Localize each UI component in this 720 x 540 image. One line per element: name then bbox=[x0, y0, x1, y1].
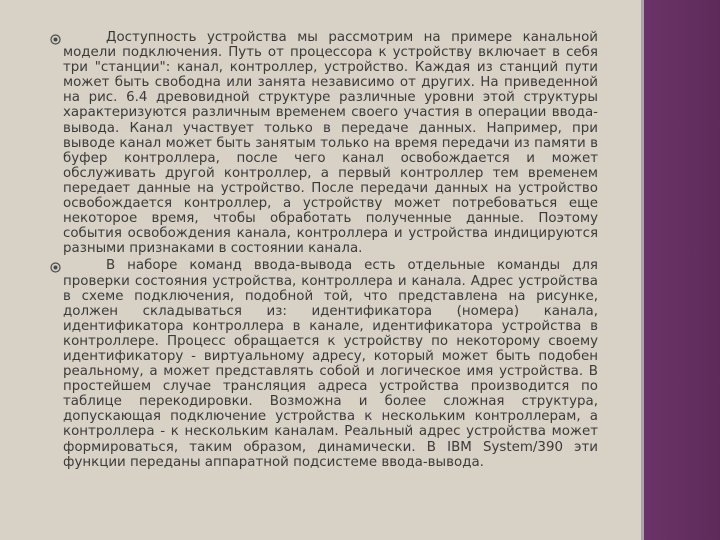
text-area bbox=[50, 30, 598, 470]
paragraph-1-text: Доступность устройства мы рассмотрим на примере канальной модели подключения. Путь от процессора к устройству включает в себя три "станции": канал, контроллер, устройство. Каждая из станций пути может быть свободна или занята независимо от других. На приведенной на рис. 6.4 древовидной структуре различные уровни этой структуры характеризуются различным временем своего участия в операции ввода-вывода. Канал участвует только в передаче данных. Например, при выводе канал может быть занятым только на время передачи из памяти в буфер контроллера, после чего канал освобождается и может обслуживать другой контроллер, а первый контроллер тем временем передает данные на устройство. После передачи данных на устройство освобождается контроллер, а устройству может потребоваться еще некоторое время, чтобы обработать полученные данные. Поэтому события освобождения канала, контроллера и устройства индицируются разными признаками в состоянии канала. bbox=[63, 30, 598, 257]
circled-bullet-icon bbox=[50, 34, 61, 45]
circled-bullet-icon bbox=[50, 262, 61, 273]
side-band-fill bbox=[644, 0, 720, 540]
paragraph-2-text: В наборе команд ввода-вывода есть отдельные команды для проверки состояния устройства, контроллера и канала. Адрес устройства в схеме подключения, подобной той, что представлена на рисунке, должен складываться из: идентификатора (номера) канала, идентификатора контроллера в канале, идентификатора устройства в контроллере. Процесс обращается к устройству по некоторому своему идентификатору - виртуальному адресу, который может быть подобен реальному, а может представлять собой и логическое имя устройства. В простейшем случае трансляция адреса устройства производится по таблице перекодировки. Возможна и более сложная структура, допускающая подключение устройства к нескольким контроллерам, а контроллера - к нескольким каналам. Реальный адрес устройства может формироваться, таким образом, динамически. В IBM System/390 эти функции переданы аппаратной подсистеме ввода-вывода. bbox=[63, 258, 598, 470]
paragraph-2 bbox=[50, 258, 598, 469]
decorative-side-band bbox=[641, 0, 720, 540]
paragraph-1 bbox=[50, 30, 598, 256]
